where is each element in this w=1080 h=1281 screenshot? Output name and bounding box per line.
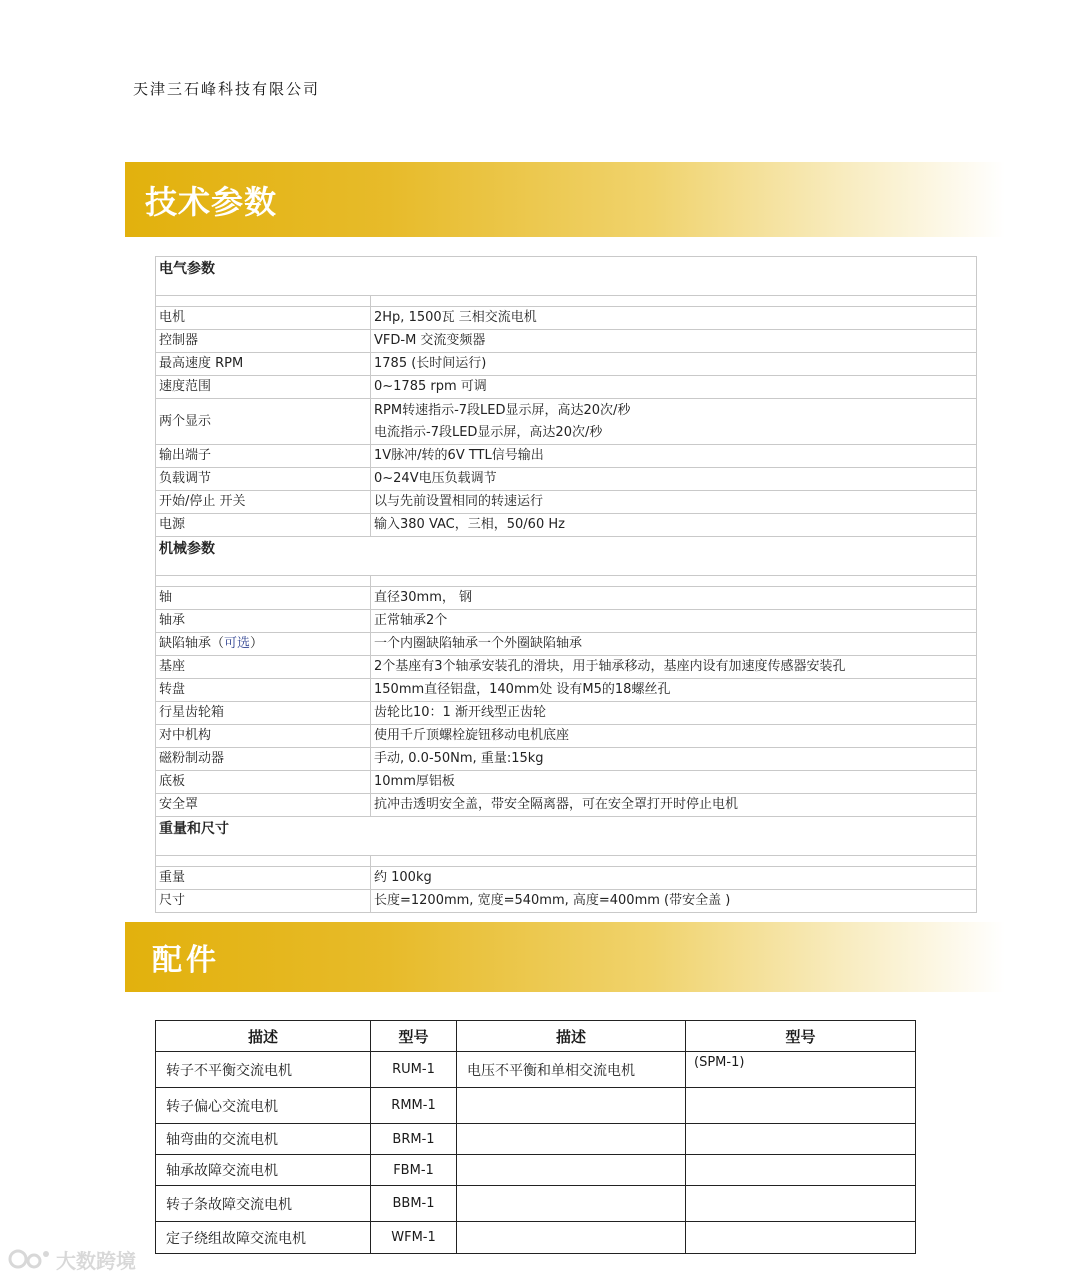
accessory-model: BBM-1 [371, 1186, 457, 1222]
spec-key: 电机 [156, 307, 371, 330]
spec-value-line: RPM转速指示-7段LED显示屏，高达20次/秒 [374, 402, 631, 418]
spec-value: 正常轴承2个 [371, 610, 977, 633]
spacer-cell [371, 296, 977, 307]
accessories-table [155, 1020, 916, 1254]
accessory-description: 转子条故障交流电机 [156, 1186, 371, 1222]
spec-value: 一个内圈缺陷轴承一个外圈缺陷轴承 [371, 633, 977, 656]
spec-value: 长度=1200mm, 宽度=540mm, 高度=400mm (带安全盖 ) [371, 890, 977, 913]
spec-value-multi [371, 399, 977, 445]
spec-key: 基座 [156, 656, 371, 679]
accessory-model-2 [686, 1222, 916, 1254]
spec-row [156, 725, 977, 748]
spec-row [156, 867, 977, 890]
section-heading: 重量和尺寸 [156, 817, 977, 856]
spec-row [156, 748, 977, 771]
accessory-model: RUM-1 [371, 1052, 457, 1088]
spec-row [156, 468, 977, 491]
spec-value: 150mm直径铝盘，140mm处 设有M5的18螺丝孔 [371, 679, 977, 702]
spec-row [156, 890, 977, 913]
section-electrical [156, 257, 977, 296]
spacer-cell [371, 576, 977, 587]
spec-row [156, 307, 977, 330]
spec-value: 0~24V电压负载调节 [371, 468, 977, 491]
accessories-banner [125, 922, 1005, 992]
spec-key: 速度范围 [156, 376, 371, 399]
accessory-description-2 [457, 1222, 686, 1254]
accessory-description-2 [457, 1124, 686, 1155]
spec-value: 1785 (长时间运行) [371, 353, 977, 376]
section-weight [156, 817, 977, 856]
spec-row [156, 610, 977, 633]
accessories-title: 配件 [152, 943, 220, 978]
accessory-row [156, 1186, 916, 1222]
spec-value: VFD-M 交流变频器 [371, 330, 977, 353]
spec-value: 直径30mm， 钢 [371, 587, 977, 610]
spec-value-line: 电流指示-7段LED显示屏，高达20次/秒 [374, 424, 603, 440]
spec-key: 行星齿轮箱 [156, 702, 371, 725]
spec-row [156, 376, 977, 399]
spec-key-suffix: ） [250, 636, 264, 651]
spec-key: 安全罩 [156, 794, 371, 817]
spec-value: 齿轮比10：1 渐开线型正齿轮 [371, 702, 977, 725]
spec-value: 手动, 0.0-50Nm, 重量:15kg [371, 748, 977, 771]
spec-key: 对中机构 [156, 725, 371, 748]
accessory-model: FBM-1 [371, 1155, 457, 1186]
section-heading: 机械参数 [156, 537, 977, 576]
spec-key-prefix: 缺陷轴承（ [159, 636, 225, 651]
col-header-description: 描述 [156, 1021, 371, 1052]
spec-row [156, 399, 977, 445]
col-header-description-2: 描述 [457, 1021, 686, 1052]
spec-value: 以与先前设置相同的转速运行 [371, 491, 977, 514]
col-header-model: 型号 [371, 1021, 457, 1052]
accessory-model: BRM-1 [371, 1124, 457, 1155]
spec-value: 10mm厚铝板 [371, 771, 977, 794]
accessory-model-2: (SPM-1) [686, 1052, 916, 1088]
spec-value: 抗冲击透明安全盖，带安全隔离器，可在安全罩打开时停止电机 [371, 794, 977, 817]
spec-key: 重量 [156, 867, 371, 890]
accessory-model: WFM-1 [371, 1222, 457, 1254]
spec-row [156, 445, 977, 468]
spec-key: 转盘 [156, 679, 371, 702]
accessory-row [156, 1124, 916, 1155]
accessory-row [156, 1088, 916, 1124]
section-heading: 电气参数 [156, 257, 977, 296]
spec-row [156, 656, 977, 679]
spec-key: 磁粉制动器 [156, 748, 371, 771]
accessory-description: 转子偏心交流电机 [156, 1088, 371, 1124]
accessory-description-2: 电压不平衡和单相交流电机 [457, 1052, 686, 1088]
company-name: 天津三石峰科技有限公司 [133, 80, 321, 98]
accessory-model-2 [686, 1186, 916, 1222]
spec-value: 0~1785 rpm 可调 [371, 376, 977, 399]
accessory-description: 转子不平衡交流电机 [156, 1052, 371, 1088]
spec-key: 控制器 [156, 330, 371, 353]
spec-key: 开始/停止 开关 [156, 491, 371, 514]
accessory-model-2 [686, 1155, 916, 1186]
section-mechanical [156, 537, 977, 576]
spacer-cell [156, 576, 371, 587]
accessory-description: 定子绕组故障交流电机 [156, 1222, 371, 1254]
spec-key: 轴 [156, 587, 371, 610]
spec-row [156, 679, 977, 702]
spacer-cell [156, 856, 371, 867]
spec-row [156, 353, 977, 376]
col-header-model-2: 型号 [686, 1021, 916, 1052]
spec-row [156, 514, 977, 537]
spec-value: 使用千斤顶螺栓旋钮移动电机底座 [371, 725, 977, 748]
spec-key [156, 633, 371, 656]
spec-table [155, 256, 977, 913]
spec-row [156, 491, 977, 514]
spec-key: 输出端子 [156, 445, 371, 468]
spec-value: 2Hp, 1500瓦 三相交流电机 [371, 307, 977, 330]
accessory-description: 轴承故障交流电机 [156, 1155, 371, 1186]
spec-value: 1V脉冲/转的6V TTL信号输出 [371, 445, 977, 468]
tech-params-title: 技术参数 [145, 182, 278, 221]
spacer-cell [371, 856, 977, 867]
watermark [8, 1244, 136, 1274]
spec-key: 两个显示 [156, 399, 371, 445]
spec-value: 输入380 VAC，三相，50/60 Hz [371, 514, 977, 537]
accessory-model: RMM-1 [371, 1088, 457, 1124]
spec-row [156, 771, 977, 794]
accessory-row [156, 1222, 916, 1254]
spec-row [156, 702, 977, 725]
spec-key: 最高速度 RPM [156, 353, 371, 376]
spec-key: 负载调节 [156, 468, 371, 491]
spec-key: 底板 [156, 771, 371, 794]
spec-row [156, 330, 977, 353]
spec-row [156, 794, 977, 817]
spec-row [156, 633, 977, 656]
optional-label: 可选 [224, 636, 251, 651]
spec-key: 轴承 [156, 610, 371, 633]
spec-value: 约 100kg [371, 867, 977, 890]
watermark-logo-icon [8, 1244, 52, 1274]
accessory-description-2 [457, 1088, 686, 1124]
watermark-text: 大数跨境 [56, 1248, 136, 1273]
spec-key: 尺寸 [156, 890, 371, 913]
accessory-row [156, 1052, 916, 1088]
spacer-cell [156, 296, 371, 307]
accessories-header-row [156, 1021, 916, 1052]
accessory-description-2 [457, 1186, 686, 1222]
accessory-model-2 [686, 1088, 916, 1124]
spec-value: 2个基座有3个轴承安装孔的滑块，用于轴承移动，基座内设有加速度传感器安装孔 [371, 656, 977, 679]
accessory-model-2 [686, 1124, 916, 1155]
accessory-row [156, 1155, 916, 1186]
spec-row [156, 587, 977, 610]
tech-params-banner [125, 162, 1005, 237]
accessory-description: 轴弯曲的交流电机 [156, 1124, 371, 1155]
spec-key: 电源 [156, 514, 371, 537]
accessory-description-2 [457, 1155, 686, 1186]
